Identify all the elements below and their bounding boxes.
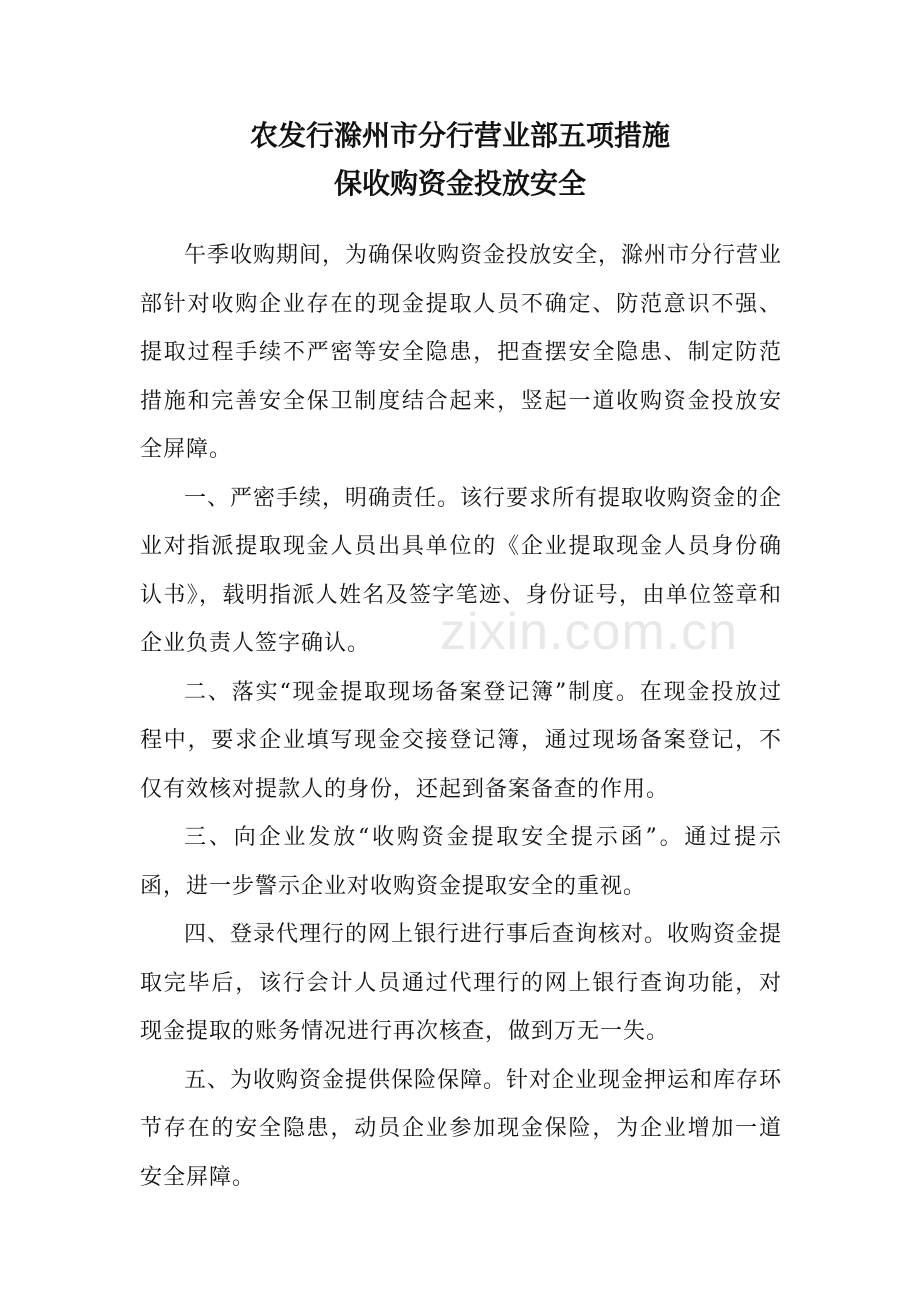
document-title [0,112,920,208]
watermark: zixin.com.cn [440,603,739,661]
title-line-1: 农发行滁州市分行营业部五项措施 [249,119,670,152]
paragraph-measure-1: 一、严密手续，明确责任。该行要求所有提取收购资金的企业对指派提取现金人员出具单位的《企业提取现金人员身份确认书》，载明指派人姓名及签字笔迹、身份证号，由单位签章和企业负责人签字确认。 [140,485,783,656]
paragraph-measure-5: 五、为收购资金提供保险保障。针对企业现金押运和库存环节存在的安全隐患，动员企业参加现金保险，为企业增加一道安全屏障。 [140,1067,783,1190]
paragraph-measure-3: 三、向企业发放“收购资金提取安全提示函”。通过提示函，进一步警示企业对收购资金提取安全的重视。 [140,825,782,899]
title-line-2: 保收购资金投放安全 [333,167,586,200]
paragraph-measure-4: 四、登录代理行的网上银行进行事后查询核对。收购资金提取完毕后，该行会计人员通过代理行的网上银行查询功能，对现金提取的账务情况进行再次核查，做到万无一失。 [140,922,783,1044]
document-body [140,232,782,1202]
paragraph-measure-2: 二、落实“现金提取现场备案登记簿”制度。在现金投放过程中，要求企业填写现金交接登记簿，通过现场备案登记，不仅有效核对提款人的身份，还起到备案备查的作用。 [140,679,782,802]
paragraph-intro: 午季收购期间，为确保收购资金投放安全，滁州市分行营业部针对收购企业存在的现金提取人员不确定、防范意识不强、提取过程手续不严密等安全隐患，把查摆安全隐患、制定防范措施和完善安全保卫制度结合起来，竖起一道收购资金投放安全屏障。 [140,243,783,462]
